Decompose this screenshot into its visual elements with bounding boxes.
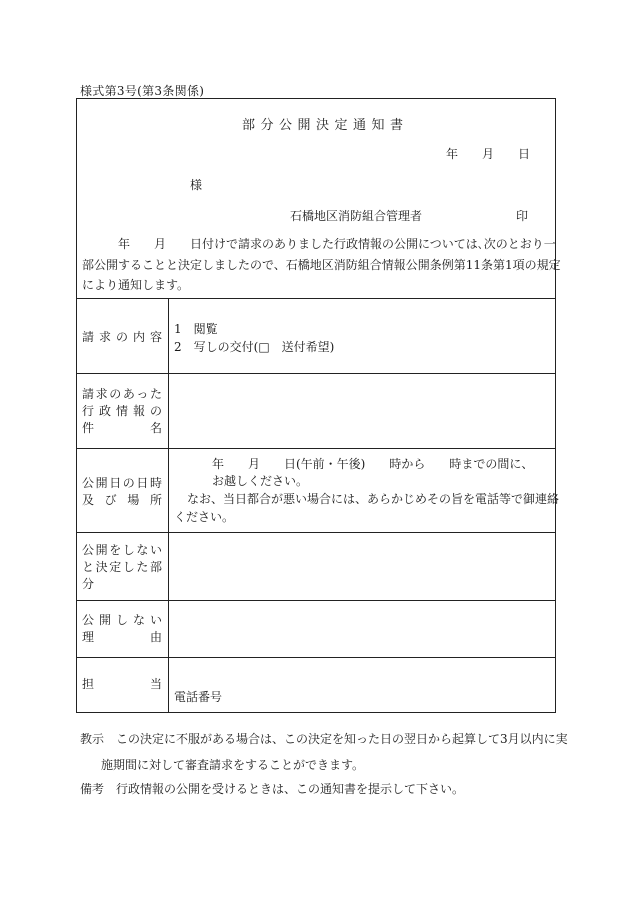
undisclosed-label-2: と決定した部	[82, 560, 162, 574]
contact-phone-label: 電話番号	[174, 690, 223, 704]
notice-body	[82, 234, 561, 296]
undisclosed-label-3: 分	[82, 577, 95, 591]
schedule-label-2: 及び場所	[82, 493, 162, 507]
date-month: 月	[482, 147, 495, 161]
column-divider	[168, 298, 169, 713]
requested-info-label-3: 件名	[82, 421, 162, 435]
schedule-label-1: 公開日の日時	[82, 476, 162, 490]
request-option-view: 1 閲覧	[174, 322, 218, 336]
row-divider	[76, 657, 556, 658]
seal-mark: 印	[516, 209, 529, 223]
undisclosed-label-1: 公開をしない	[82, 543, 162, 557]
contact-label: 担当	[82, 677, 162, 691]
schedule-line-4: ください。	[174, 510, 235, 524]
requested-info-label-2: 行政情報の	[82, 404, 162, 418]
row-divider	[76, 532, 556, 533]
document-title: 部分公開決定通知書	[242, 118, 409, 133]
row-divider	[76, 600, 556, 601]
instruction-line-2: 施期間に対して審査請求をすることができます。	[101, 758, 365, 772]
row-divider	[76, 448, 556, 449]
date-year: 年	[446, 147, 459, 161]
request-content-label: 請求の内容	[82, 330, 162, 344]
body-line-1: 年 月 日付けで請求のありました行政情報の公開については､次のとおり一	[118, 237, 556, 251]
form-reference: 様式第3号(第3条関係)	[80, 84, 205, 98]
body-line-3: により通知します。	[82, 278, 190, 292]
body-line-2: 部公開することと決定しましたので、石橋地区消防組合情報公開条例第11条第1項の規定	[82, 257, 561, 272]
reason-label-1: 公開しない	[82, 613, 162, 627]
table-top-border	[76, 298, 556, 299]
reason-label-2: 理由	[82, 630, 162, 644]
schedule-line-1: 年 月 日(午前・午後) 時から 時までの間に、	[212, 457, 534, 471]
recipient-honorific: 様	[190, 178, 203, 192]
request-option-copy: 2 写しの交付(□ 送付希望)	[174, 340, 335, 354]
row-divider	[76, 373, 556, 374]
issue-date	[446, 145, 530, 162]
issuer-name: 石橋地区消防組合管理者	[290, 209, 423, 223]
date-day: 日	[518, 147, 531, 161]
schedule-line-3: なお、当日都合が悪い場合には、あらかじめその旨を電話等で御連絡	[187, 492, 560, 506]
schedule-line-2: お越しください。	[212, 474, 309, 488]
instruction-line-1: 教示 この決定に不服がある場合は、この決定を知った日の翌日から起算して3月以内に実	[80, 732, 568, 746]
remark-note: 備考 行政情報の公開を受けるときは、この通知書を提示して下さい。	[80, 782, 465, 796]
requested-info-label-1: 請求のあった	[82, 387, 162, 401]
